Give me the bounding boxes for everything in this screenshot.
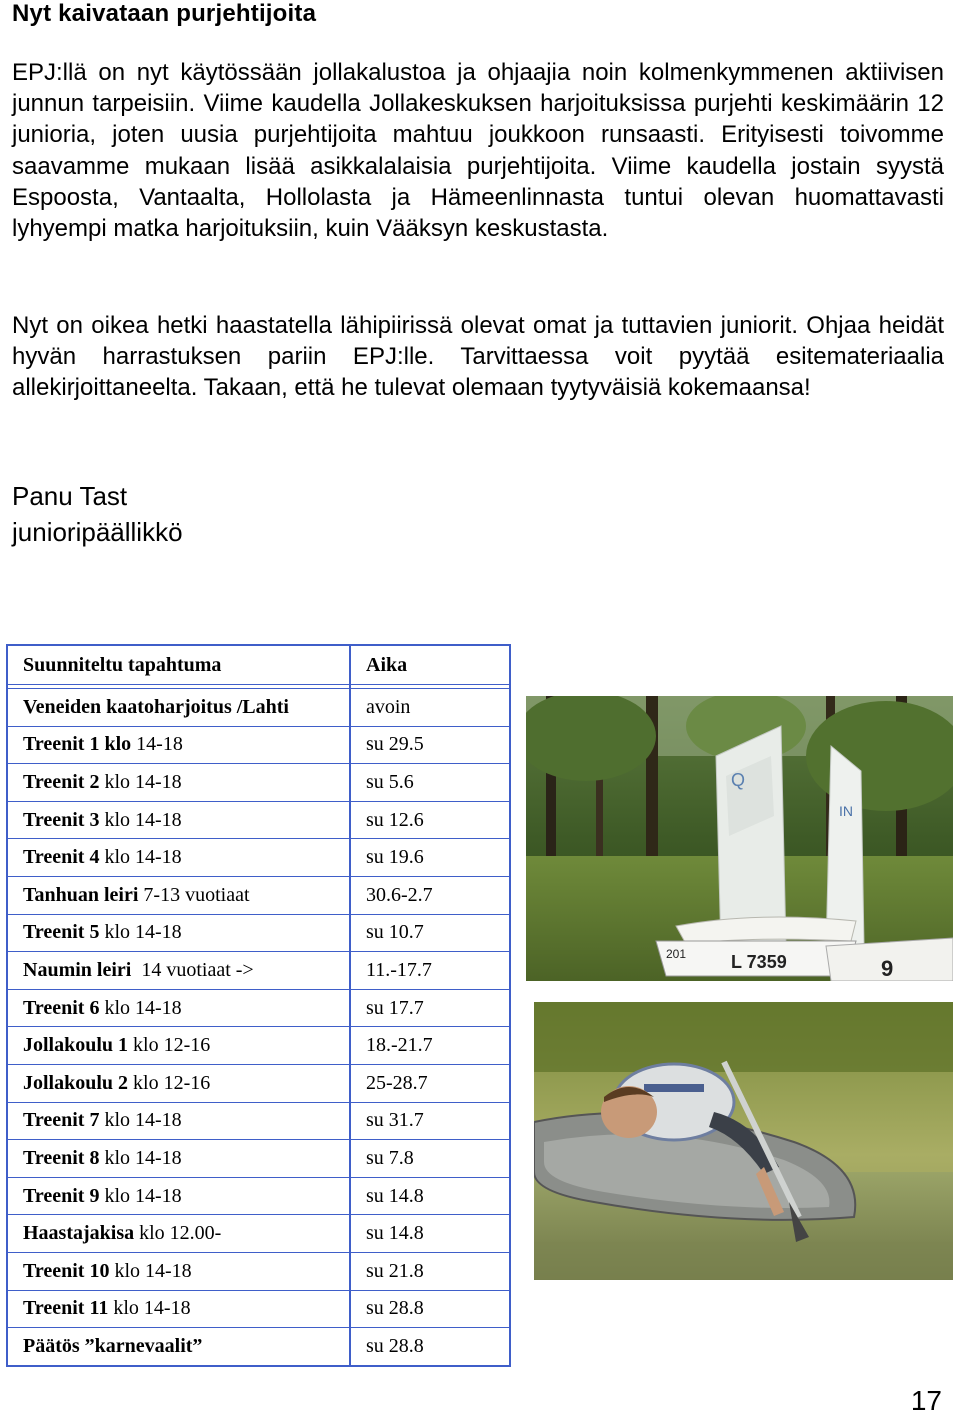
event-name: Veneiden kaatoharjoitus /Lahti (23, 695, 289, 718)
table-row (7, 989, 510, 1027)
event-name: Haastajakisa (23, 1222, 135, 1245)
event-time: su 19.6 (350, 839, 510, 877)
event-time: avoin (350, 689, 510, 727)
event-detail: klo 12-16 (128, 1071, 211, 1094)
inflatable-boat-illustration (534, 1002, 953, 1280)
event-cell (7, 1328, 350, 1366)
event-name: Treenit 5 (23, 921, 100, 944)
event-name: Treenit 10 (23, 1259, 110, 1282)
event-name: Treenit 11 (23, 1297, 109, 1320)
table-row (7, 1177, 510, 1215)
event-detail: klo 14-18 (109, 1259, 192, 1282)
event-cell (7, 1252, 350, 1290)
event-cell (7, 876, 350, 914)
table-row (7, 1215, 510, 1253)
table-row (7, 876, 510, 914)
header-time: Aika (350, 645, 510, 685)
event-time: su 28.8 (350, 1290, 510, 1328)
event-detail: klo 12.00- (134, 1222, 222, 1245)
table-row (7, 952, 510, 990)
event-detail: 7-13 vuotiaat (138, 883, 250, 906)
event-cell (7, 989, 350, 1027)
table-row (7, 914, 510, 952)
event-cell (7, 952, 350, 990)
event-detail: klo 14-18 (108, 1297, 191, 1320)
event-time: su 12.6 (350, 801, 510, 839)
photo-dinghies (526, 696, 953, 981)
table-row (7, 1140, 510, 1178)
signature-name: Panu Tast (12, 481, 128, 511)
signature-block (12, 478, 183, 550)
paragraph-1: EPJ:llä on nyt käytössään jollakalustoa ja ohjaajia noin kolmenkymmenen aktiivisen junnun tarpeisiin. Viime kaudella Jollakeskuksen harjoituksissa purjehti keskimäärin 12 junioria, joten uusia purjehtijoita mahtuu joukkoon runsaasti. Erityisesti toivomme saavamme mukaan lisää asikkalalaisia purjehtijoita. Viime kaudella jostain syystä Espoosta, Vantaalta, Hollolasta ja Hämeenlinnasta tuntui olevan huomattavasti lyhyempi matka harjoituksiin, kuin Vääksyn keskustasta. (12, 59, 944, 243)
event-name: Treenit 2 (23, 770, 100, 793)
sail-number: L 7359 (731, 952, 787, 972)
event-detail: 14 vuotiaat -> (131, 958, 254, 981)
event-time: 25-28.7 (350, 1064, 510, 1102)
dinghies-illustration (526, 696, 953, 981)
sail-number-2: 9 (881, 956, 894, 981)
event-detail: klo 14-18 (99, 1109, 182, 1132)
schedule-table (6, 644, 511, 1367)
event-time: su 14.8 (350, 1215, 510, 1253)
event-time: su 17.7 (350, 989, 510, 1027)
paragraph-2: Nyt on oikea hetki haastatella lähipiirissä olevat omat ja tuttavien juniorit. Ohjaa heidät hyvän harrastuksen pariin EPJ:lle. Tarvittaessa voit pyytää esitemateriaalia allekirjoittaneelta. Takaan, että he tulevat olemaan tyytyväisiä kokemaansa! (12, 312, 944, 402)
event-detail: klo 14-18 (99, 996, 182, 1019)
svg-text:Q: Q (731, 770, 746, 790)
event-name: Treenit 9 (23, 1184, 100, 1207)
event-time: su 10.7 (350, 914, 510, 952)
event-time: 11.-17.7 (350, 952, 510, 990)
table-row (7, 1102, 510, 1140)
event-name: Treenit 6 (23, 996, 100, 1019)
hull-number: 201 (666, 947, 687, 961)
table-row (7, 764, 510, 802)
event-time: su 31.7 (350, 1102, 510, 1140)
event-detail: klo 14-18 (99, 1184, 182, 1207)
table-row (7, 1290, 510, 1328)
table-row (7, 689, 510, 727)
header-event: Suunniteltu tapahtuma (7, 645, 350, 685)
event-time: su 14.8 (350, 1177, 510, 1215)
table-row (7, 801, 510, 839)
event-cell (7, 914, 350, 952)
event-name: Tanhuan leiri (23, 883, 139, 906)
page-number: 17 (910, 1385, 942, 1416)
event-name: Treenit 3 (23, 808, 100, 831)
signature-title: junioripäällikkö (12, 517, 183, 547)
table-row (7, 1064, 510, 1102)
event-name: Treenit 7 (23, 1109, 100, 1132)
event-time: su 5.6 (350, 764, 510, 802)
event-time: su 21.8 (350, 1252, 510, 1290)
event-cell (7, 839, 350, 877)
table-row (7, 1252, 510, 1290)
event-cell (7, 1102, 350, 1140)
event-name: Jollakoulu 2 (23, 1071, 129, 1094)
event-name: Treenit 1 klo (23, 733, 132, 756)
event-cell (7, 689, 350, 727)
event-name: Päätös ”karnevaalit” (23, 1334, 203, 1357)
table-row (7, 839, 510, 877)
event-cell (7, 1027, 350, 1065)
event-time: su 29.5 (350, 726, 510, 764)
event-detail: klo 12-16 (128, 1034, 211, 1057)
event-time: su 28.8 (350, 1328, 510, 1366)
event-cell (7, 1064, 350, 1102)
event-name: Naumin leiri (23, 958, 132, 981)
event-cell (7, 1215, 350, 1253)
table-row (7, 1328, 510, 1366)
event-cell (7, 764, 350, 802)
event-detail: klo 14-18 (99, 770, 182, 793)
table-header-row (7, 645, 510, 685)
photo-inflatable-boat (534, 1002, 953, 1280)
event-time: su 7.8 (350, 1140, 510, 1178)
event-time: 30.6-2.7 (350, 876, 510, 914)
event-cell (7, 1177, 350, 1215)
svg-text:IN: IN (839, 803, 853, 819)
event-detail: klo 14-18 (99, 1146, 182, 1169)
event-cell (7, 1140, 350, 1178)
event-time: 18.-21.7 (350, 1027, 510, 1065)
event-cell (7, 726, 350, 764)
event-detail: 14-18 (131, 733, 183, 756)
event-detail: klo 14-18 (99, 846, 182, 869)
event-detail: klo 14-18 (99, 808, 182, 831)
event-name: Treenit 8 (23, 1146, 100, 1169)
table-row (7, 726, 510, 764)
event-name: Jollakoulu 1 (23, 1034, 129, 1057)
event-cell (7, 1290, 350, 1328)
page-heading: Nyt kaivataan purjehtijoita (12, 0, 317, 27)
event-detail: klo 14-18 (99, 921, 182, 944)
event-cell (7, 801, 350, 839)
intro-paragraph (12, 57, 944, 244)
event-name: Treenit 4 (23, 846, 100, 869)
call-to-action-paragraph (12, 310, 944, 404)
table-row (7, 1027, 510, 1065)
